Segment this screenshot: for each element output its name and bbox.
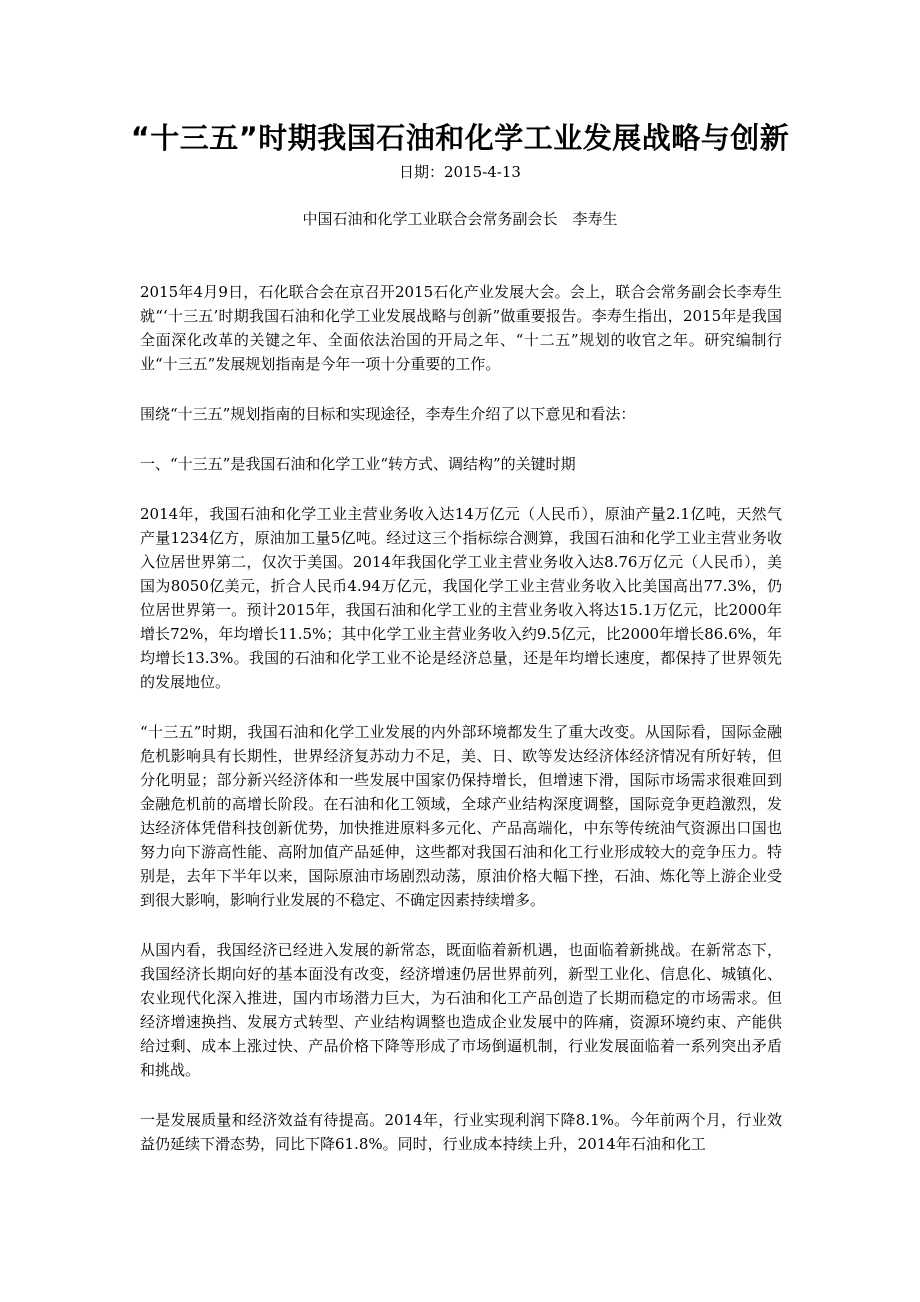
paragraph-lead-in: 围绕“十三五”规划指南的目标和实现途径，李寿生介绍了以下意见和看法： — [140, 405, 636, 423]
paragraph-domestic: 从国内看，我国经济已经进入发展的新常态，既面临着新机遇，也面临着新挑战。在新常态下，我国经济长期向好的基本面没有改变，经济增速仍居世界前列，新型工业化、信息化、城镇化、农业现代化深入推进，国内市场潜力巨大，为石油和化工产品创造了长期而稳定的市场需求。但经济增速换挡、发展方式转型、产业结构调整也造成企业发展中的阵痛，资源环境约束、产能供给过剩、成本上涨过快、产品价格下降等形成了市场倒逼机制，行业发展面临着一系列突出矛盾和挑战。 — [140, 941, 782, 1079]
paragraph-international: “十三五”时期，我国石油和化学工业发展的内外部环境都发生了重大改变。从国际看，国际金融危机影响具有长期性，世界经济复苏动力不足，美、日、欧等发达经济体经济情况有所好转，但分化明显；部分新兴经济体和一些发展中国家仍保持增长，但增速下滑，国际市场需求很难回到金融危机前的高增长阶段。在石油和化工领域，全球产业结构深度调整，国际竞争更趋激烈，发达经济体凭借科技创新优势，加快推进原料多元化、产品高端化，中东等传统油气资源出口国也努力向下游高性能、高附加值产品延伸，这些都对我国石油和化工行业形成较大的竞争压力。特别是，去年下半年以来，国际原油市场剧烈动荡，原油价格大幅下挫，石油、炼化等上游企业受到很大影响，影响行业发展的不稳定、不确定因素持续增多。 — [140, 723, 782, 909]
paragraph-quality-efficiency: 一是发展质量和经济效益有待提高。2014年，行业实现利润下降8.1%。今年前两个月，行业效益仍延续下滑态势，同比下降61.8%。同时，行业成本持续上升，2014年石油和化工 — [140, 1111, 782, 1153]
paragraph-2014-stats: 2014年，我国石油和化学工业主营业务收入达14万亿元（人民币），原油产量2.1亿吨，天然气产量1234亿方，原油加工量5亿吨。经过这三个指标综合测算，我国石油和化学工业主营业务收入位居世界第二，仅次于美国。2014年我国化学工业主营业务收入达8.76万亿元（人民币），美国为8050亿美元，折合人民币4.94万亿元，我国化学工业主营业务收入比美国高出77.3%，仍位居世界第一。预计2015年，我国石油和化学工业的主营业务收入将达15.1万亿元，比2000年增长72%，年均增长11.5%；其中化学工业主营业务收入约9.5亿元，比2000年增长86.6%，年均增长13.3%。我国的石油和化学工业不论是经济总量，还是年均增长速度，都保持了世界领先的发展地位。 — [140, 505, 782, 691]
author-line: 中国石油和化学工业联合会常务副会长 李寿生 — [302, 210, 618, 228]
paragraph-intro: 2015年4月9日，石化联合会在京召开2015石化产业发展大会。会上，联合会常务副会长李寿生就“‘十三五’时期我国石油和化学工业发展战略与创新”做重要报告。李寿生指出，2015年是我国全面深化改革的关键之年、全面依法治国的开局之年、“十二五”规划的收官之年。研究编制行业“十三五”发展规划指南是今年一项十分重要的工作。 — [140, 283, 782, 373]
publish-date: 日期：2015-4-13 — [399, 163, 521, 181]
section-heading-1: 一、“十三五”是我国石油和化学工业“转方式、调结构”的关键时期 — [140, 455, 576, 473]
article-body — [140, 280, 782, 1182]
document-title: “十三五”时期我国石油和化学工业发展战略与创新 — [130, 121, 790, 155]
